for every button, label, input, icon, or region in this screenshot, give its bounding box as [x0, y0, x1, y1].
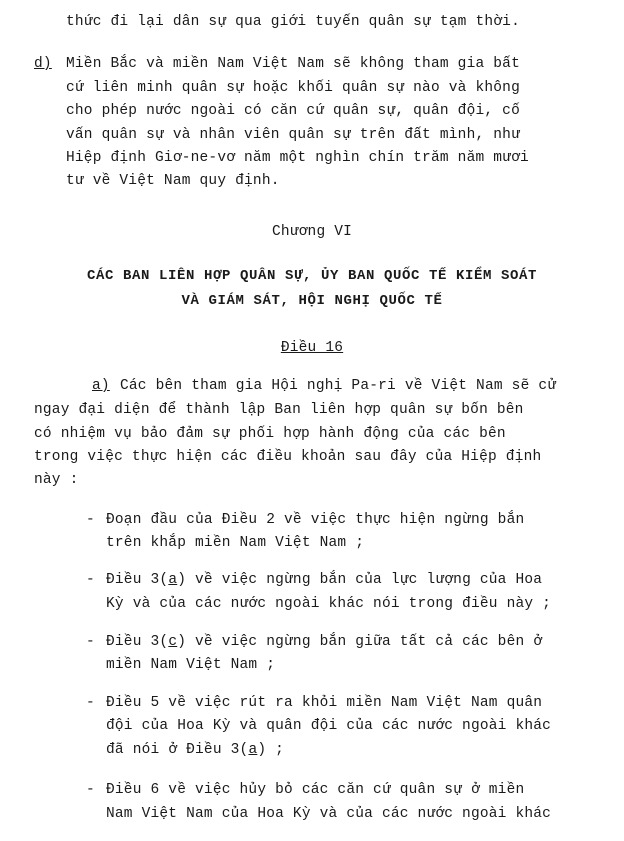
- item-d-line: cho phép nước ngoài có căn cứ quân sự, quân đội, cố: [66, 103, 520, 119]
- bullet-line: Điều 3(c) về việc ngừng bắn giữa tất cả các bên ở: [106, 634, 543, 650]
- continuation-line: thức đi lại dân sự qua giới tuyến quân sự tạm thời.: [66, 14, 520, 30]
- bullet-line: Đoạn đầu của Điều 2 về việc thực hiện ngừng bắn: [106, 512, 525, 528]
- article-heading: Điều 16: [280, 340, 344, 356]
- item-d-label: d): [34, 56, 52, 72]
- para-a-line: này :: [34, 472, 79, 488]
- bullet-line: đội của Hoa Kỳ và quân đội của các nước ngoài khác: [106, 718, 552, 734]
- bullet-mark: -: [86, 695, 95, 711]
- bullet-mark: -: [86, 512, 95, 528]
- item-d-line: Hiệp định Giơ-ne-vơ năm một nghìn chín trăm năm mươi: [66, 150, 529, 166]
- bullet-line: Nam Việt Nam của Hoa Kỳ và của các nước ngoài khác: [106, 806, 552, 822]
- chapter-number: Chương VI: [271, 224, 353, 240]
- chapter-title-line: VÀ GIÁM SÁT, HỘI NGHỊ QUỐC TẾ: [181, 293, 443, 309]
- para-a-label: a): [92, 378, 110, 394]
- para-a-line: ngay đại diện để thành lập Ban liên hợp quân sự bốn bên: [34, 402, 524, 418]
- item-d-line: cứ liên minh quân sự hoặc khối quân sự nào và không: [66, 80, 520, 96]
- bullet-mark: -: [86, 782, 95, 798]
- para-a-first-line: Các bên tham gia Hội nghị Pa-ri về Việt Nam sẽ cử: [120, 378, 557, 394]
- chapter-title-line: CÁC BAN LIÊN HỢP QUÂN SỰ, ỦY BAN QUỐC TẾ KIỂM SOÁT: [86, 268, 538, 284]
- bullet-line: miền Nam Việt Nam ;: [106, 657, 276, 673]
- bullet-line: Điều 5 về việc rút ra khỏi miền Nam Việt Nam quân: [106, 695, 543, 711]
- item-d-line: vấn quân sự và nhân viên quân sự trên đất mình, như: [66, 127, 520, 143]
- bullet-line: Kỳ và của các nước ngoài khác nói trong điều này ;: [106, 596, 552, 612]
- bullet-mark: -: [86, 634, 95, 650]
- item-d-line: tư về Việt Nam quy định.: [66, 173, 280, 189]
- bullet-line: đã nói ở Điều 3(a) ;: [106, 742, 285, 758]
- para-a-line: trong việc thực hiện các điều khoản sau đây của Hiệp định: [34, 449, 542, 465]
- item-d-line: Miền Bắc và miền Nam Việt Nam sẽ không tham gia bất: [66, 56, 520, 72]
- bullet-line: trên khắp miền Nam Việt Nam ;: [106, 535, 365, 551]
- bullet-line: Điều 3(a) về việc ngừng bắn của lực lượng của Hoa: [106, 572, 543, 588]
- bullet-line: Điều 6 về việc hủy bỏ các căn cứ quân sự ở miền: [106, 782, 525, 798]
- para-a-line: có nhiệm vụ bảo đảm sự phối hợp hành động của các bên: [34, 426, 506, 442]
- bullet-mark: -: [86, 572, 95, 588]
